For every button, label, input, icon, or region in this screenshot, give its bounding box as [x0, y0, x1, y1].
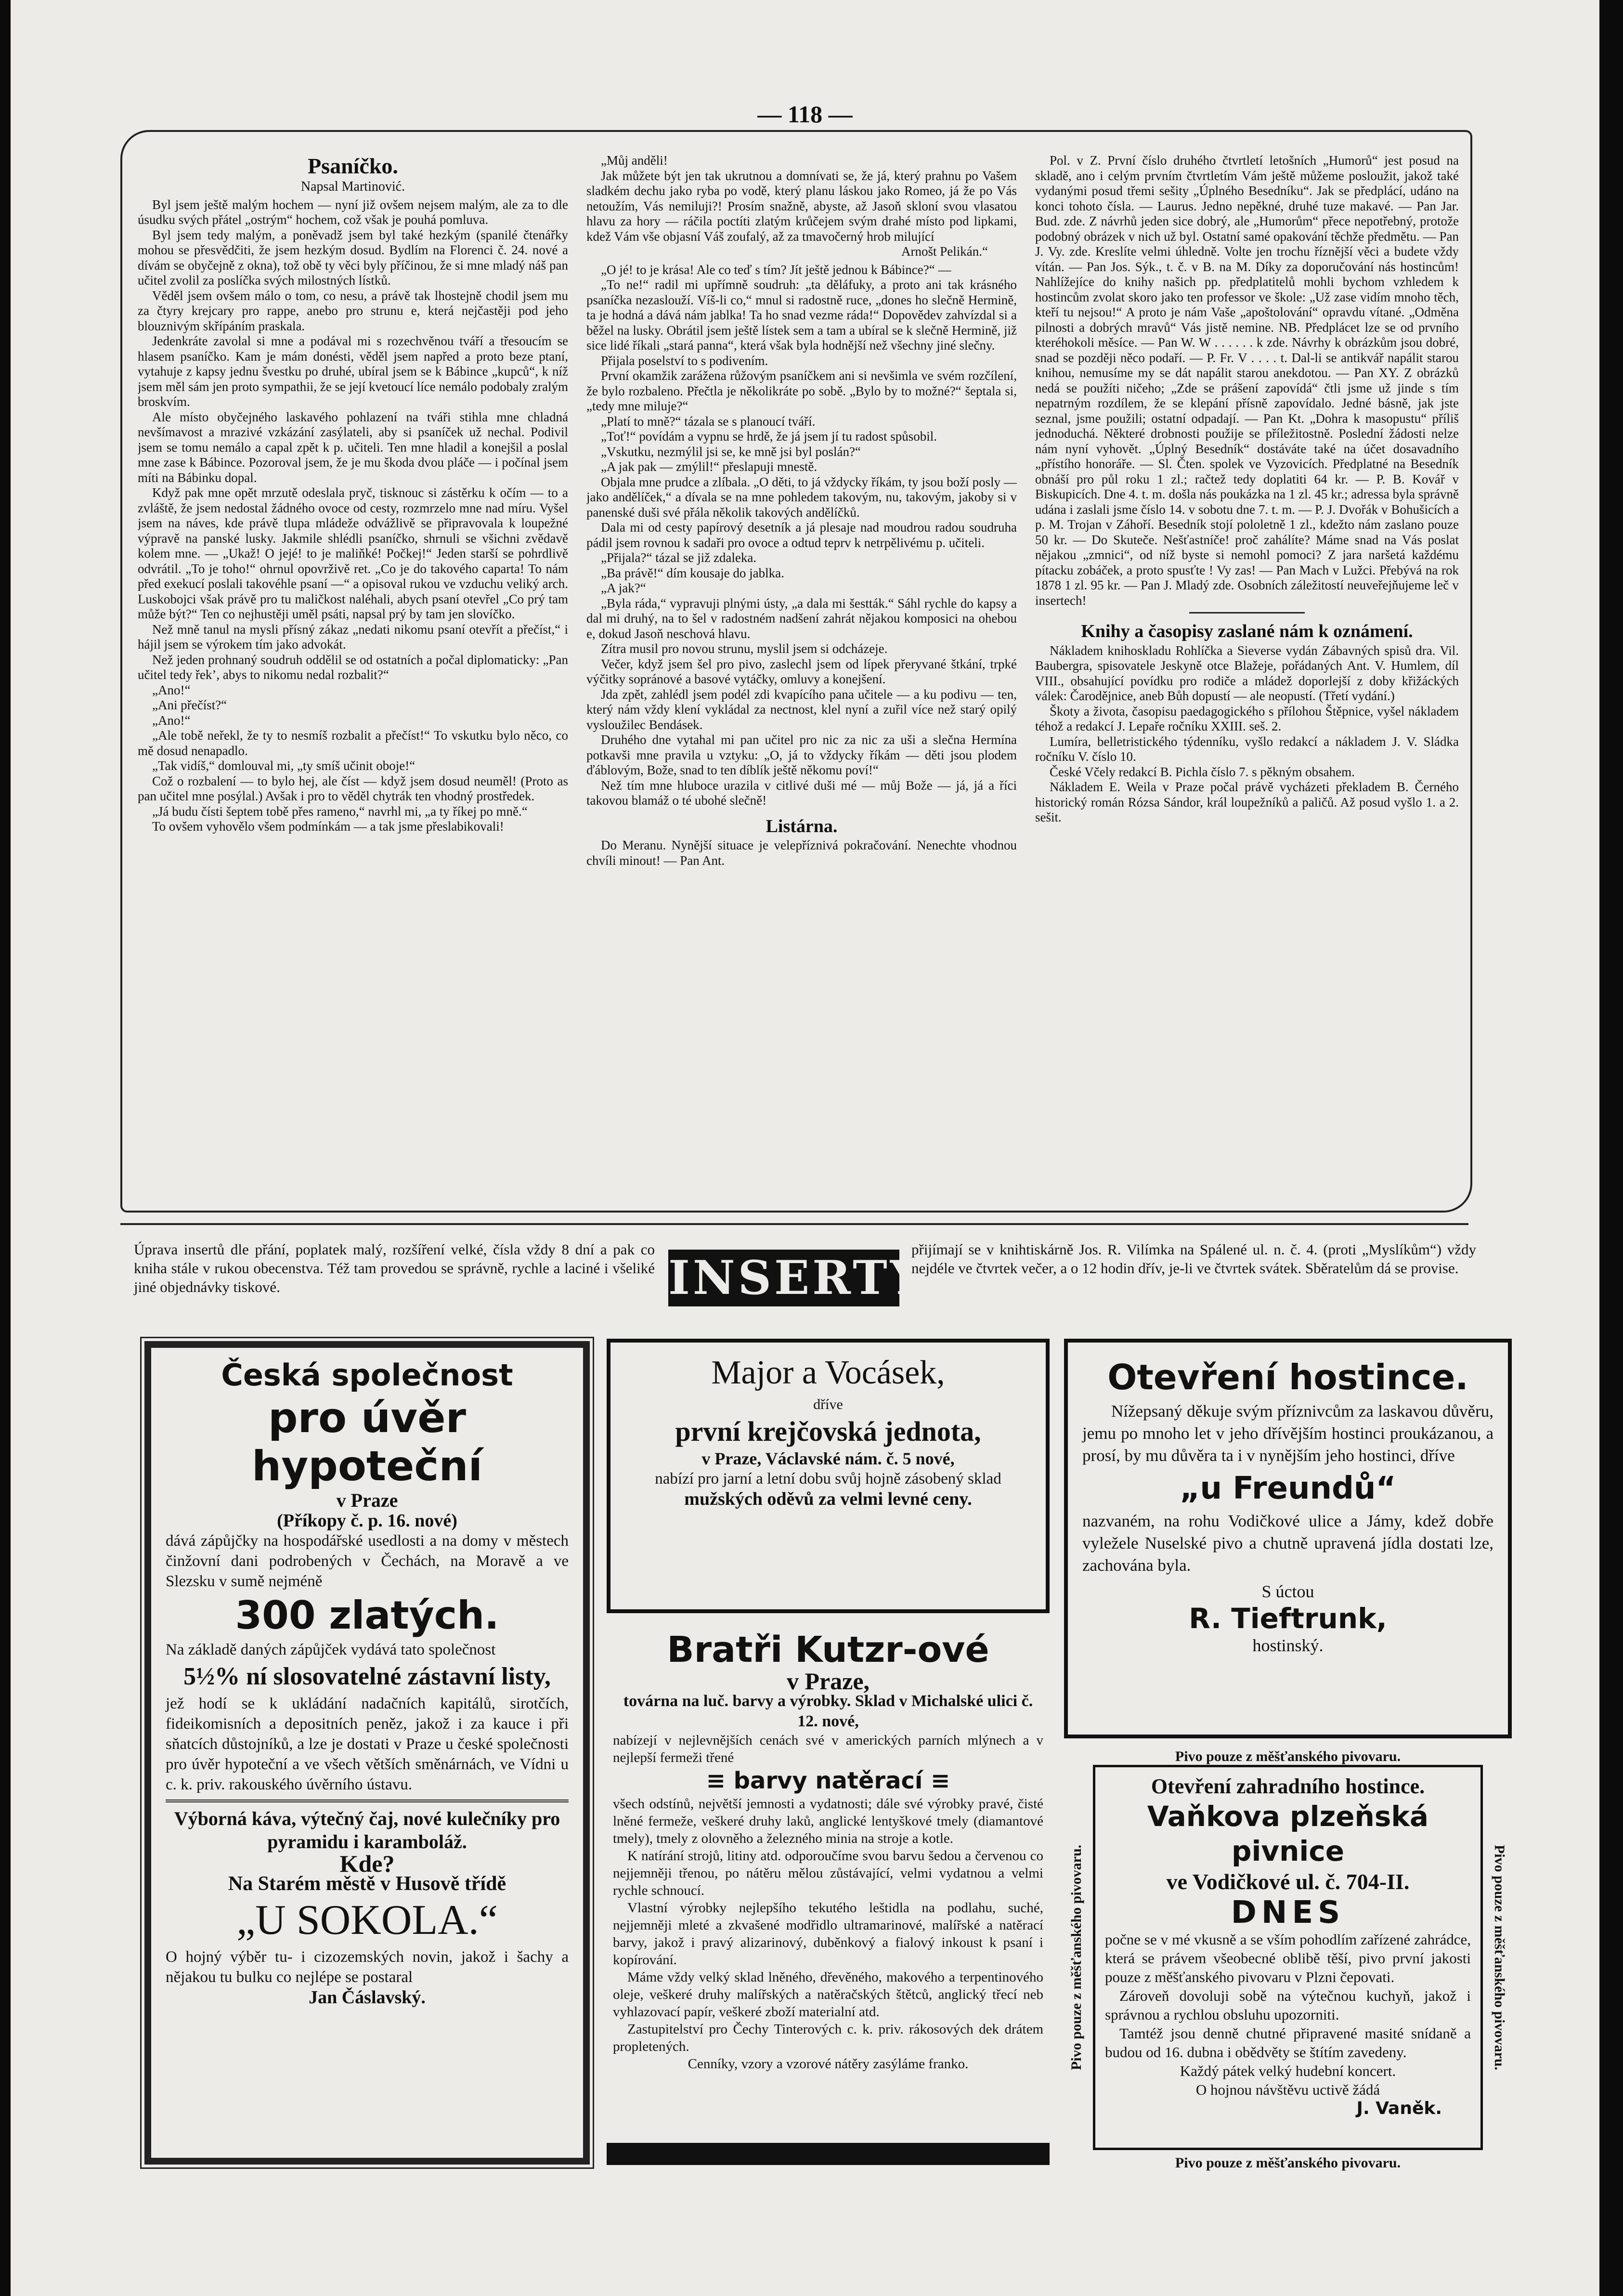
paragraph: „Ano!“	[152, 713, 191, 728]
paragraph: Byl jsem ještě malým hochem — nyní již ovšem nejsem malým, ale za to dle úsudku svých přátel „ostrým“ hochem, což však je pouhá pomluva.	[138, 197, 568, 227]
ad1-text: Na základě daných zápůjček vydává tato společnost	[166, 1641, 496, 1658]
ad1-listy: 5½% ní slosovatelné zástavní listy,	[183, 1663, 551, 1690]
ad3b-dnes: DNES	[1231, 1895, 1345, 1931]
ad1-city: v Praze	[336, 1489, 398, 1511]
ad3b-side-right: Pivo pouze z měšťanského pivovaru.	[1492, 1844, 1507, 2071]
ad1-heading-main: pro úvěr hypoteční	[251, 1394, 483, 1490]
paragraph: Dala mi od cesty papírový desetník a já plesaje nad moudrou radou soudruha pádil jsem rovnou k sadaři pro ovoce a odtud teprv k netrpělivému p. učiteli.	[586, 520, 1017, 550]
ad3b-address: ve Vodičkové ul. č. 704-II.	[1166, 1869, 1410, 1894]
ad3b-text: O hojnou návštěvu uctivě žádá	[1195, 2081, 1380, 2098]
ad3b-text: Tamtéž jsou denně chutné připravené masité snídaně a budou od 16. dubna i obědvěty se štítím zavedeny.	[1105, 2025, 1471, 2061]
ad3a-owner: R. Tieftrunk,	[1189, 1602, 1387, 1635]
ad-otevreni-hostince	[1064, 1339, 1512, 1738]
divider	[166, 1800, 569, 1802]
paragraph: Jda zpět, zahlédl jsem podél zdi kvapícího pana učitele — a ku podivu — ten, který nám vždy klení vykládal za nectnost, klel nyní a zuřil více než starý opilý vysloužilec Bendásek.	[586, 687, 1017, 732]
ad-major-vocasek	[607, 1339, 1050, 1613]
ad-vankova-pivnice	[1064, 1746, 1512, 2169]
paragraph: Když pak mne opět mrzutě odeslala pryč, tisknouc si zástěrku k očím — to a zvláště, že jsem nedostal žádného ovoce od cesty, rozmrzelo mne nad míru. Vyšel jsem na náves, kde právě tlupa mládeže odvážlivě se připravovala k loupežné výpravě na panské lusky. Jakmile shlédli psaníčko, shrnuli se všichni zvědavě kolem mne. — „Ukaž! O jejé! to je maliňké! Počkej!“ Jeden starší se pohrdlivě odvrátil. „To je toho!“ ohrnul opovrživě ret. „Co je do takového caparta! To nám před exekucí poslali takovéhle psaní —“ a opisoval rukou ve vzduchu veliký arch. Luskobojci však právě pro tu maličkost naléhali, abych psaní otevřel „Co prý tam může být?“ Ten co nejhustěji uměl psáti, napsal prý by tam jen slovíčko.	[138, 485, 568, 621]
column-story	[138, 153, 568, 1198]
listarna-title: Listárna.	[766, 816, 838, 836]
ad2b-text: Cenníky, vzory a vzorové nátěry zasýláme franko.	[688, 2056, 969, 2072]
paragraph: „Já budu čísti šeptem tobě přes rameno,“ navrhl mi, „a ty říkej po mně.“	[152, 804, 528, 819]
paragraph: Než jeden prohnaný soudruh oddělil se od ostatních a počal diplomaticky: „Pan učitel tedy řek’, abys to nikomu nedal rozbalit?“	[138, 652, 568, 682]
ad3a-text: nazvaném, na rohu Vodičkové ulice a Jámy, kdež dobře vyležele Nuselské pivo a chutně upravená jídla dostati lze, zachována byla.	[1082, 1512, 1493, 1575]
ad3a-text: Nížepsaný děkuje svým příznivcům za laskavou důvěru, jemu po mnoho let v jeho dřívějším hostinci proukázanou, a prosí, by mu důvěra ta i v nynějším jeho hostinci, dříve	[1082, 1402, 1493, 1465]
ad3b-text: Každý pátek velký hudební koncert.	[1180, 2062, 1396, 2079]
ad1-kde: Kde?	[339, 1850, 395, 1877]
ad2a-heading: Major a Vocásek,	[711, 1354, 945, 1391]
ad2a-subheading: první krejčovská jednota,	[675, 1416, 981, 1447]
column-story-continued	[586, 153, 1017, 1198]
ad2a-address: v Praze, Václavské nám. č. 5 nové,	[701, 1449, 955, 1468]
ad2b-city: v Praze,	[786, 1668, 870, 1695]
ad2b-text: Zastupitelství pro Čechy Tinterových c. k. priv. rákosových dek drátem propletených.	[613, 2022, 1043, 2054]
paragraph: To ovšem vyhovělo všem podmínkám — a tak jsme přeslabikovali!	[152, 819, 504, 834]
ad1-sokol: „U SOKOLA.“	[236, 1897, 498, 1944]
paragraph: „To ne!“ radil mi upřímně soudruh: „ta děláfuky, a proto ani tak krásného psaníčka nezaslouží. Víš-li co,“ mnul si radostně ruce, „dones ho slečně Hermině, ta je hodná a dává nám jablka! Ta ho snad vezme ráda!“ Dopovědev zahvízdal si a běžel na lusky. Obrátil jsem ještě lístek sem a tam a ubíral se k slečně Hermině, již sice lidé říkali „stará panna“, která však byla hodnější než všechny jiné slečny.	[586, 277, 1017, 352]
paragraph: Zítra musil pro novou strunu, myslil jsem si odcházeje.	[601, 641, 888, 656]
ad1-address: (Příkopy č. p. 16. nové)	[277, 1511, 457, 1531]
ad2a-text-bold: mužských oděvů za velmi levné ceny.	[684, 1489, 972, 1509]
paragraph: Což o rozbalení — to bylo hej, ale číst — když jsem dosud neuměl! (Proto as pan učitel mne posýlal.) Avšak i pro to věděl chytrák ten vhodný prostředek.	[138, 773, 568, 803]
book-notice: Nákladem knihoskladu Rohlíčka a Sieverse vydán Zábavných spisů dra. Vil. Baubergra, spisovatele Jeskyně otce Blažeje, pořádaných Ant. V. Humlem, díl VIII., obsahující povídku pro rodiče a mládež doporlejší z doby křižáckých válek: Čarodějnice, aneb Bůh dopustí — ale neopustí. (Třetí vydání.)	[1035, 643, 1459, 703]
ad-hypotecni-spolecnost	[144, 1341, 590, 2165]
ad2b-text: Vlastní výrobky nejlepšího tekutého leštidla na podlahu, suché, nejjemněji mleté a zkvašené modřidlo ultramarinové, malířské a natěrací barvy, jakož i pravý alizarinový, duběnkový a fialový inkoust k psaní i kopírování.	[613, 1900, 1043, 1968]
ad1-street: Na Starém městě v Husově třídě	[228, 1873, 506, 1895]
ad2b-heading: Bratři Kutzr-ové	[667, 1629, 989, 1670]
paragraph: „Ani přečíst?“	[152, 698, 227, 712]
ad2b-text: K natírání strojů, litiny atd. odporoučíme svou barvu šedou a červenou co nejjemněji třenou, po nátěru mělou zůstávající, velmi vydatnou a velmi rychle schnoucí.	[613, 1848, 1043, 1898]
paragraph: „A jak pak — zmýlil!“ přeslapuji mnestě.	[601, 459, 818, 474]
books-title: Knihy a časopisy zaslané nám k oznámení.	[1081, 621, 1413, 641]
paragraph: „Byla ráda,“ vypravuji plnými ústy, „a dala mi šestták.“ Sáhl rychle do kapsy a dal mi druhý, na to šel v radostném nadšení zahrát nějakou komposici na ohebou e, dokud Jasoň neschová hlavu.	[586, 596, 1017, 641]
paragraph: Než tím mne hluboce urazila v citlivé duši mé — můj Bože — já, já a říci takovou blamáž o té ubohé slečně!	[586, 778, 1017, 808]
ad2a-text: nabízí pro jarní a letní dobu svůj hojně zásobený sklad	[655, 1470, 1001, 1487]
ad2a-formerly: dříve	[813, 1396, 843, 1412]
paragraph: První okamžik zarážena růžovým psaníčkem ani si nevšimla ve svém rozčílení, že bylo rozbaleno. Přečtla je několikráte po sobě. „Bylo by to možné?“ šeptala si, „tedy mne miluje?“	[586, 368, 1017, 413]
story-byline: Napsal Martinović.	[300, 179, 405, 194]
ad1-text: dává zápůjčky na hospodářské usedlosti a na domy v městech činžovní dani podrobených v Čechách, na Moravě a ve Slezsku v sumě nejméně	[166, 1532, 569, 1590]
ad1-owner: Jan Čáslavský.	[309, 1987, 426, 2008]
paragraph: „Můj anděli!	[601, 153, 668, 168]
ad3a-heading: Otevření hostince.	[1107, 1357, 1468, 1397]
inserts-terms: Úprava insertů dle přání, poplatek malý, rozšíření velké, čísla vždy 8 dní a pak co kniha stále v rukou obecenstva. Též tam provedou se správně, rychle a laciné i všeliké jiné objednávky tiskové.	[134, 1241, 655, 1295]
section-divider	[120, 1223, 1468, 1225]
letter-signature: Arnošt Pelikán.“	[901, 244, 988, 259]
ad2b-text: Máme vždy velký sklad lněného, dřevěného, makového a terpentinového oleje, veškeré druhy malířských a natěračských štětců, anglický třecí neb vyhlazovací papír, veškeré zboží materialní atd.	[613, 1970, 1043, 2020]
ad3a-regards: S úctou	[1261, 1582, 1314, 1601]
ad3b-owner: J. Vaněk.	[1356, 2099, 1442, 2118]
paragraph: „Tak vidíš,“ domlouval mi, „ty smíš učinit oboje!“	[152, 758, 415, 773]
paragraph: Večer, když jsem šel pro pivo, zaslechl jsem od lípek přeryvané štkání, trpké výčitky sopránové a basové vytáčky, omluvy a konejšení.	[586, 656, 1017, 686]
paragraph: „A jak?“	[601, 581, 646, 595]
ad3b-heading: Otevření zahradního hostince.	[1151, 1774, 1425, 1798]
paragraph: „Toť!“ povídám a vypnu se hrdě, že já jsem jí tu radost spůsobil.	[601, 429, 937, 444]
paragraph: Věděl jsem ovšem málo o tom, co nesu, a právě tak lhostejně chodil jsem mu za čtyry krejcary pro rappe, anebo pro strunu e, která nejčastěji pod jeho blouznivým skřípáním praskala.	[138, 288, 568, 333]
paragraph: „O jé! to je krása! Ale co teď s tím? Jít ještě jednou k Bábince?“ —	[601, 262, 951, 277]
ad3b-band-bottom: Pivo pouze z měšťanského pivovaru.	[1175, 2155, 1401, 2171]
paragraph: Přijala poselství to s podivením.	[601, 353, 768, 368]
listarna-continued: Pol. v Z. První číslo druhého čtvrtletí letošních „Humorů“ jest posud na skladě, ano i celým prvním čtvrtletím Vám ještě můžeme posloužit, jakož také vydanými posud třemi sešity „Úplného Besedníku“. Jak se předplácí, udáno na konci tohoto čísla. — Laurus. Jedno nepěkné, druhé tuze makavé. — Pan Jar. Bud. zde. Z návrhů jeden sice dobrý, ale „Humorům“ přece nepotřebný, protože podobný obrázek v nich už byl. Ostatní samé opakování těchže předmětu. — Pan J. Vy. zde. Kreslíte velmi úhledně. Volte jen trochu říznější věci a budete vždy vítán. — Pan Jos. Sýk., t. č. v B. na M. Díky za doporučování nás hostincům! Nahlížejíce do knihy našich pp. předplatitelů mohli bychom vzhledem k hostincům zvolat skoro jako ten professor ve škole: „Už zase vidím mnoho těch, kteří tu nejsou!“ A proto je nám Vaše „apoštolování“ opravdu vítané. „Odměna pilnosti a dobrých mravů“ Vás jistě nemine. NB. Předplácet lze se od prvního kteréhokoli měsíce. — Pan W. W . . . . . . k zde. Návrhy k obrázkům jsou dobré, snad se později něco podaří. — P. Fr. V . . . . t. Dal-li se antikvář napálit starou knihou, nemusíme my se dát napálit starou anekdotou. — Pan XY. Z obrázků nedá se použíti ničeho; „Zde se prášení zapovídá“ čtli jsme už jinde s tím nepatrným rozdílem, že se klepání přísně zapovídalo. Jedné básně, jak jste seznal, jsme použili; ostatní odpadají. — Pan Kt. „Dohra k masopustu“ příliš jednoduchá. Některé drobnosti použije se příležitostně. Poslední žádosti nelze nám nyní vyhovět. „Úplný Besedník“ dostáváte také na účet dosavadního „přístího honoráře. — Sl. Čten. spolek ve Vyzovicích. Předplatné na Besedník obnáší pro půl roku 1 zl.; račtež tedy doplatiti 64 kr. — P. B. Kovář v Biskupicích. Dne 4. t. m. došla nás poukázka na 1 zl. 45 kr.; adressa byla správně udána i zaslali jsme číslo 14. v sobotu dne 7. t. m. — P. J. Dvořák v Bohušicích a p. M. Trojan v Záhoří. Besedník stojí pololetně 1 zl., kdežto nám zaslano pouze 50 kr. — Do Skuteče. Nešťastníče! proč zahálíte? Máme snad na Vás poslat nějakou „zmnici“, od níž byste si nemohl pomoci? Z jara naršetá každému pítacku zobáček, a proto spusťte ! Vy zas! — Pan Mach v Lužci. Přebývá na rok 1878 1 zl. 95 kr. — Pan J. Mladý zde. Osobních záležitostí neuveřejňujeme leč v insertech!	[1035, 153, 1459, 608]
page-number: — 118 —	[757, 101, 853, 128]
ad1-text: O hojný výběr tu- i cizozemských novin, jakož i šachy a nějakou tu bulku co nejlépe se postaral	[166, 1948, 569, 1986]
paragraph: „Ano!“	[152, 682, 191, 697]
ad2b-factory: továrna na luč. barvy a výrobky. Sklad v Michalské ulici č. 12. nové,	[623, 1692, 1033, 1730]
ad1-text: jež hodí se k ukládání nadačních kapitálů, sirotčích, fideikomisních a depositních peněz, jakož i za kauce i při sňatcích důstojníků, a lze je dostati v Praze u české společnosti pro úvěr hypoteční a ve všech větších směnárnách, ve Vídni u c. k. priv. rakouského úvěrního ústavu.	[166, 1695, 569, 1793]
paragraph: Jedenkráte zavolal si mne a podával mi s rozechvěnou tváří a třesoucím se hlasem psaníčko. Kam je mám donésti, věděl jsem napřed a proto beze ptaní, vytahuje z kapsy jednu švestku po druhé, ubíral jsem se k Bábince „kupců“, k níž jsem měl sám jen proto sympathii, že se její kvetoucí líce nemálo podobaly zralým broskvím.	[138, 334, 568, 409]
paragraph: „Ba právě!“ dím kousaje do jablka.	[601, 565, 784, 580]
ad2b-text: nabízejí v nejlevnějších cenách své v amerických parních mlýnech a v nejlepší fermeži třené	[613, 1733, 1043, 1765]
book-notice: Škoty a života, časopisu paedagogického s přílohou Štěpnice, vyšel nákladem téhož a redakcí J. Lepaře ročníku XXIII. seš. 2.	[1035, 704, 1459, 733]
ad3b-text: Zároveň dovoluji sobě na výtečnou kuchyň, jakož i správnou a rychlou obsluhu upozorniti.	[1105, 1987, 1471, 2023]
paragraph: „Přijala?“ tázal se již zdaleka.	[601, 550, 757, 565]
ad3a-role: hostinský.	[1252, 1636, 1324, 1655]
paragraph: Ale místo obyčejného laskavého pohlazení na tváři stihla mne chladná nevšímavost a mrazivé vzkázání zasýlateli, aby si psaníček už nechal. Podivil jsem se tomu nemálo a capal zpět k p. učiteli. Ten mne hladil a konejšil a poslal mne zase k Bábince. Pozoroval jsem, že je mu škoda dvou pláče — i počínal jsem míti na Bábinku dopal.	[138, 409, 568, 485]
paragraph: Byl jsem tedy malým, a poněvadž jsem byl také hezkým (spanilé čtenářky mohou se přesvědčiti, že jsem hezkým dosud. Bydlím na Florenci č. 24. nové a dívám se obyčejně z okna), tož obě ty věci byly příčinou, že si mne mladý náš pan učitel zvolil za poslíčka svých milostných lístků.	[138, 227, 568, 287]
ad1-heading: Česká společnost	[221, 1357, 513, 1393]
inserts-title: INSERTY	[668, 1250, 899, 1306]
inserts-acceptance: přijímají se v knihtiskárně Jos. R. Vilímka na Spálené ul. n. č. 4. (proti „Myslíkům“) vždy nejdéle ve čtvrtek večer, a o 12 hodin dřív, je-li ve čtvrtek svátek. Sběratelům dá se provise.	[911, 1241, 1476, 1277]
paragraph: „Ale tobě neřekl, že ty to nesmíš rozbalit a přečíst!“ To vskutku bylo něco, co mě dosud nenapadlo.	[138, 728, 568, 758]
ad1-cafe-text: Výborná káva, výtečný čaj, nové kulečníky pro pyramidu i karamboláž.	[174, 1808, 560, 1852]
ad3b-text: počne se v mé vkusně a se vším pohodlím zařízené zahrádce, která se právem všeobecné oblibě těší, pivo první jakosti pouze z měšťanského pivovaru v Plzni čepovati.	[1105, 1931, 1471, 1985]
paragraph: Objala mne prudce a zlíbala. „O děti, to já vždycky říkám, ty jsou boží posly — jako andělíček,“ a dívala se na mne pohledem takovým, nu, takovým, jakoby si v panenské duši své přála několik takových andělíčků.	[586, 474, 1017, 520]
ad3a-name: „u Freundů“	[1180, 1471, 1396, 1506]
paragraph: Jak můžete být jen tak ukrutnou a domnívati se, že já, který prahnu po Vašem sladkém dechu jako ryba po vodě, který planu láskou jako Romeo, já že po Vás netoužím, Vás nemiluji?! Prosím snažně, abyste, až Jasoň skloní svou vlasatou hlavu za hory — ráčila poctíti zlatým krůčejem svým drahé místo pod lipkami, kdež Vám vše objasní Váš zoufalý, až za tmavočerný hrob milující	[586, 168, 1017, 244]
ad2b-text: všech odstínů, největší jemnosti a vydatnosti; dále své výrobky pravé, čisté lněné fermeže, veškeré druhy laků, anglické lentyškové tmely (diamantové tmely), tmely z olovněho a železného minia na stroje a kotle.	[613, 1796, 1043, 1846]
inserts-header	[134, 1240, 1477, 1317]
divider	[1189, 612, 1305, 613]
paragraph: „Platí to mně?“ tázala se s planoucí tváří.	[601, 414, 816, 429]
listarna-text: Do Meranu. Nynější situace je velepříznivá pokračování. Nenechte vhodnou chvíli minout! — Pan Ant.	[586, 838, 1017, 868]
ad3b-side-left: Pivo pouze z měšťanského pivovaru.	[1068, 1844, 1084, 2071]
story-title: Psaníčko.	[308, 154, 398, 178]
book-notice: České Včely redakcí B. Pichla číslo 7. s pěkným obsahem.	[1050, 764, 1355, 779]
ad3b-body	[1093, 1765, 1483, 2150]
ad1-amount: 300 zlatých.	[235, 1593, 499, 1638]
book-notice: Lumíra, belletristického týdenníku, vyšlo redakcí a nákladem J. V. Sládka ročníku V. číslo 10.	[1035, 734, 1459, 764]
black-rule	[607, 2143, 1050, 2165]
column-listarna	[1035, 153, 1459, 1198]
ad3b-pivnice: Vaňkova plzeňská pivnice	[1147, 1800, 1429, 1867]
ad3b-band-top: Pivo pouze z měšťanského pivovaru.	[1175, 1748, 1401, 1764]
paragraph: „Vskutku, nezmýlil jsi se, ke mně jsi byl poslán?“	[601, 444, 861, 459]
ad2b-barvy: ≡ barvy natěrací ≡	[706, 1767, 950, 1794]
book-notice: Nákladem E. Weila v Praze počal právě vycházeti překladem B. Černého historický román Rózsa Sándor, král loupežníků a paličů. Až posud vyšlo 1. a 2. sešit.	[1035, 780, 1459, 824]
ad-bratri-kutzrove	[604, 1618, 1052, 2148]
paragraph: Druhého dne vytahal mi pan učitel pro nic za nic za uši a slečna Hermína potkavši mne pravila u vztyku: „O, já to vždycky říkám — děti jsou plodem ďáblovým, Bože, snad to ten díblík ještě někomu poví!“	[586, 732, 1017, 777]
paragraph: Než mně tanul na mysli přísný zákaz „nedati nikomu psaní otevřít a přečíst,“ i hájil jsem se výrokem tím jako advokát.	[138, 622, 568, 652]
